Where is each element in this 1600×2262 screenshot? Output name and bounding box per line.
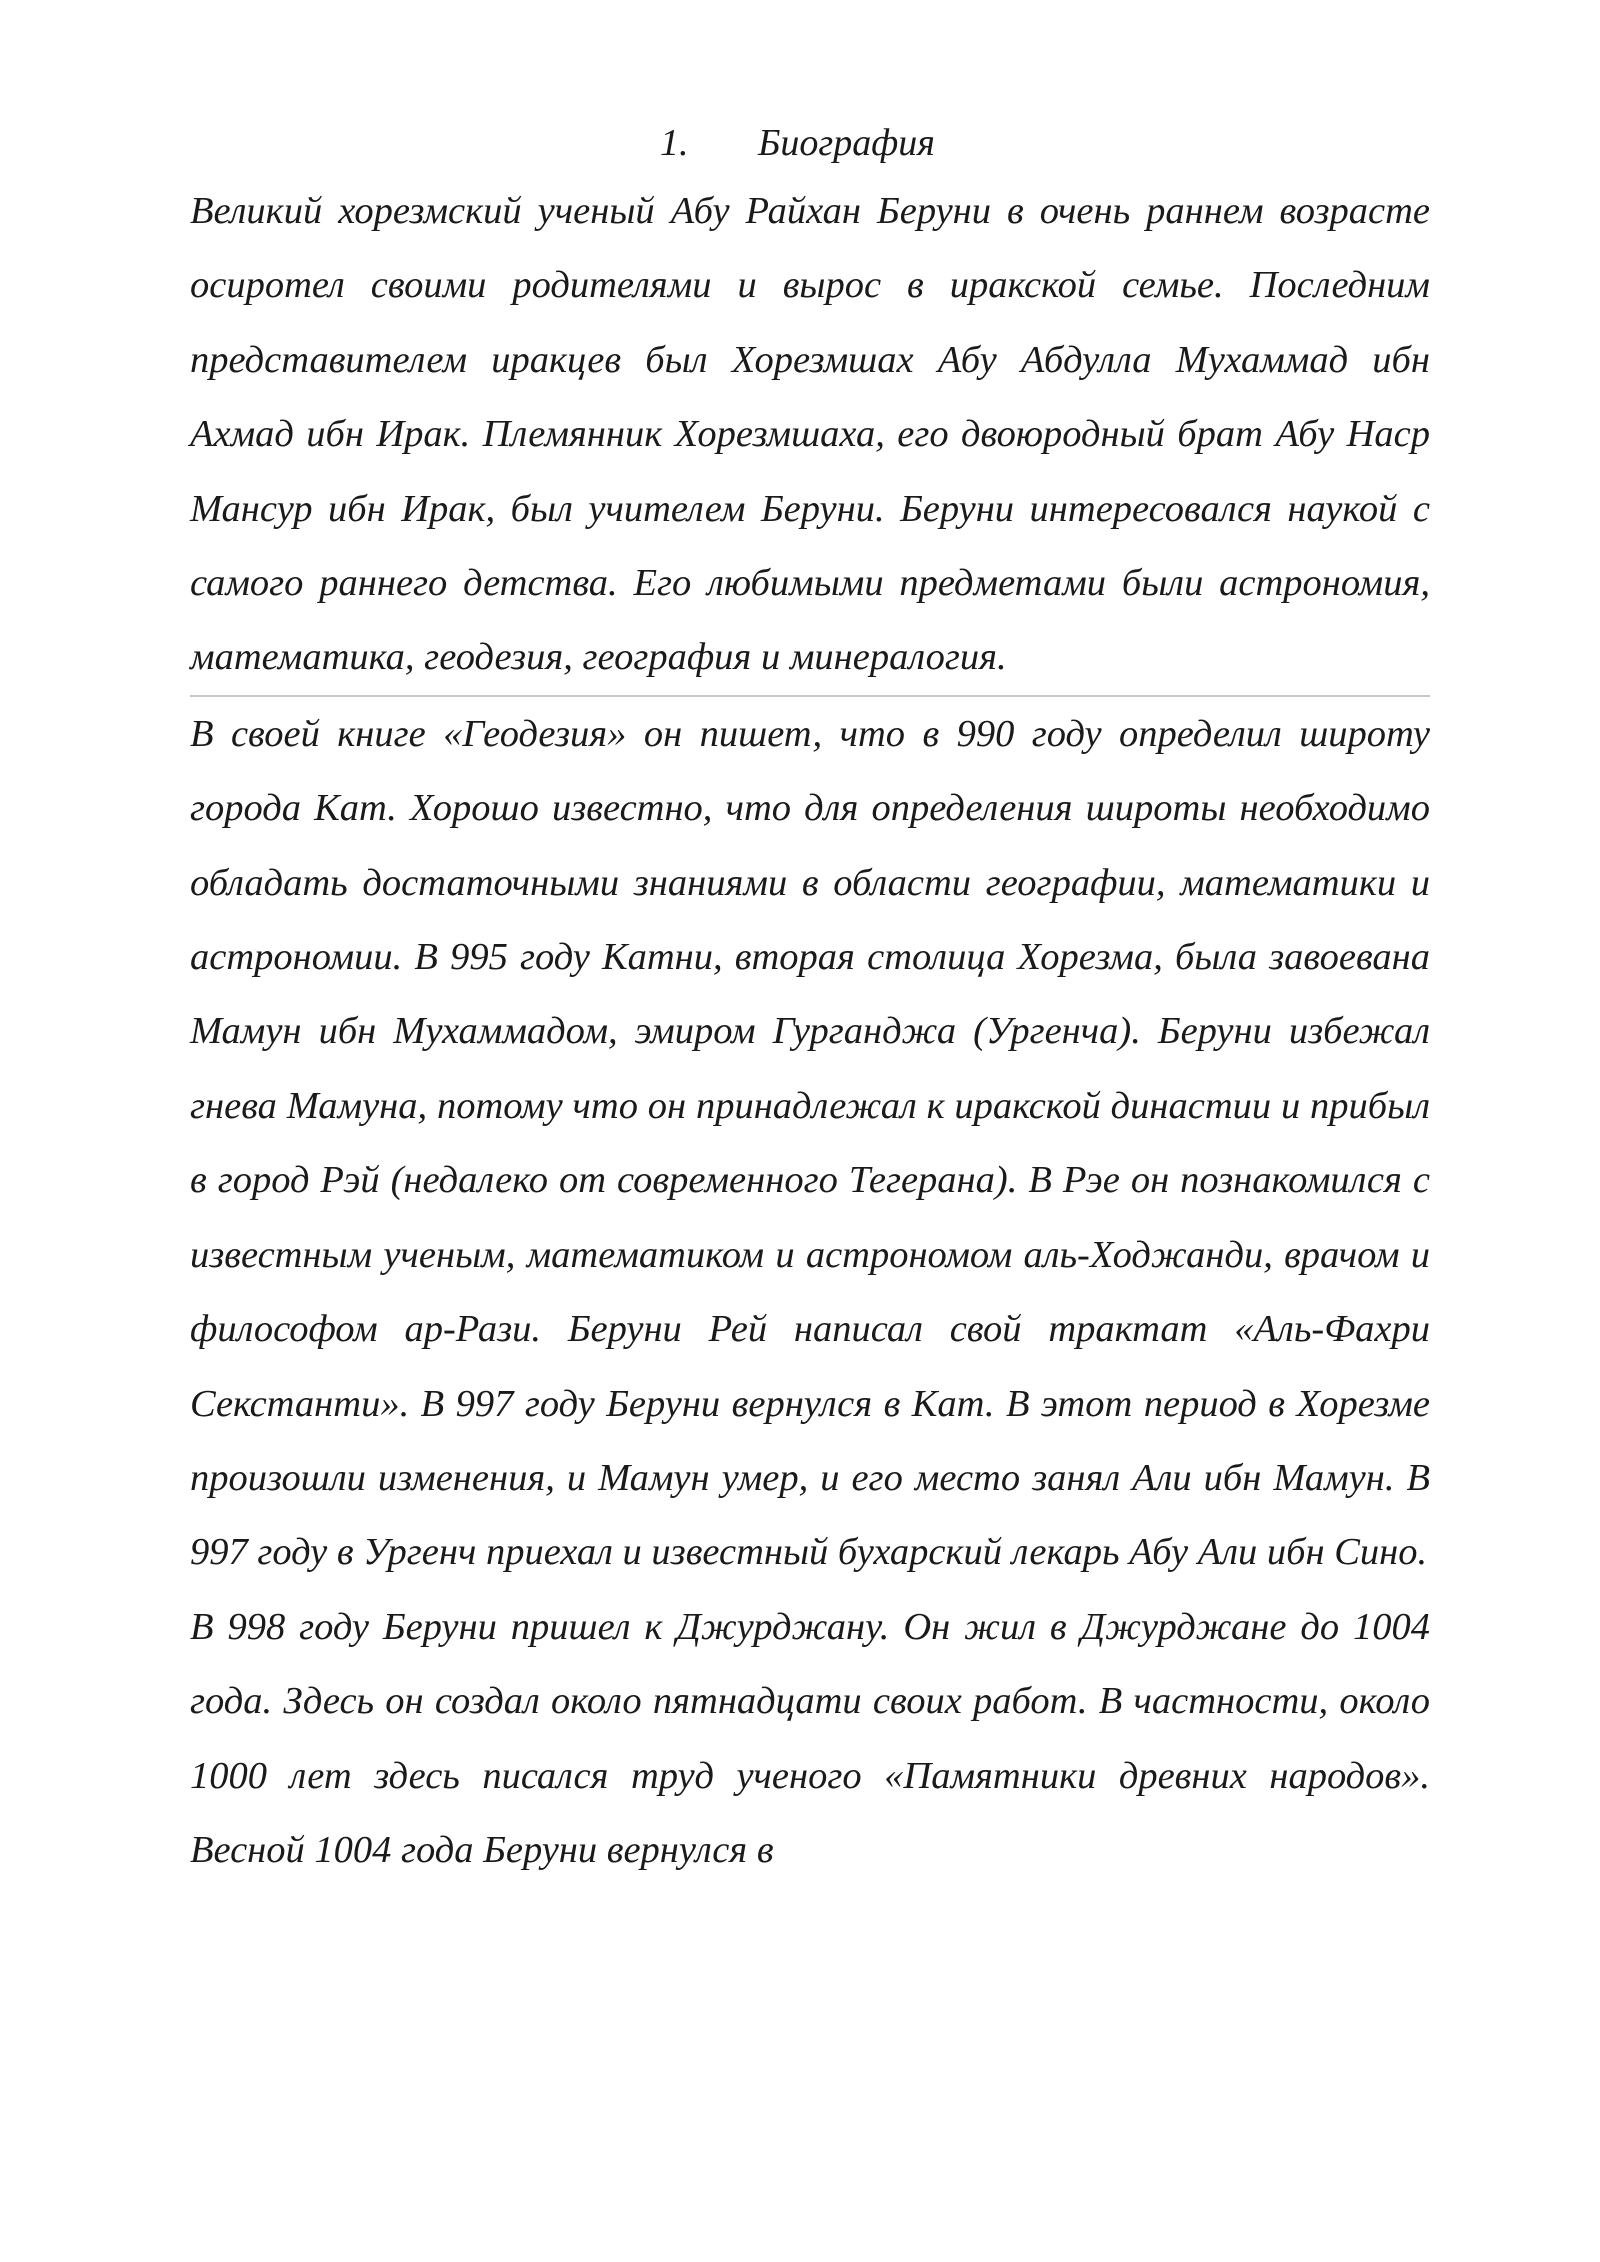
paragraph-2: В своей книге «Геодезия» он пишет, что в 990 году определил широту города Кат. Хорошо известно, что для определения широты необходимо обладать достаточными знаниями в области географии, математики и астрономии. В 995 году Катни, вторая столица Хорезма, была завоевана Мамун ибн Мухаммадом, эмиром Гурганджа (Ургенча). Беруни избежал гнева Мамуна, потому что он принадлежал к иракской династии и прибыл в город Рэй (недалеко от современного Тегерана). В Рэе он познакомился с известным ученым, математиком и астрономом аль-Ходжанди, врачом и философом ар-Рази. Беруни Рей написал свой трактат «Аль-Фахри Секстанти». В 997 году Беруни вернулся в Кат. В этот период в Хорезме произошли изменения, и Мамун умер, и его место занял Али ибн Мамун. В 997 году в Ургенч приехал и известный бухарский лекарь Абу Али ибн Сино.: [190, 712, 1430, 1574]
section-title: Биография: [758, 122, 935, 164]
paragraph-1: Великий хорезмский ученый Абу Райхан Беруни в очень раннем возрасте осиротел своими родителями и вырос в иракской семье. Последним представителем иракцев был Хорезмшах Абу Абдулла Мухаммад ибн Ахмад ибн Ирак. Племянник Хорезмшаха, его двоюродный брат Абу Наср Мансур ибн Ирак, был учителем Беруни. Беруни интересовался наукой с самого раннего детства. Его любимыми предметами были астрономия, математика, геодезия, география и минералогия.: [190, 190, 1430, 679]
section-number: 1.: [660, 122, 689, 164]
section-heading: [190, 112, 1430, 174]
document-page: [190, 112, 1430, 1887]
paragraph-3: В 998 году Беруни пришел к Джурджану. Он жил в Джурджане до 1004 года. Здесь он создал около пятнадцати своих работ. В частности, около 1000 лет здесь писался труд ученого «Памятники древних народов». Весной 1004 года Беруни вернулся в: [190, 1605, 1430, 1871]
